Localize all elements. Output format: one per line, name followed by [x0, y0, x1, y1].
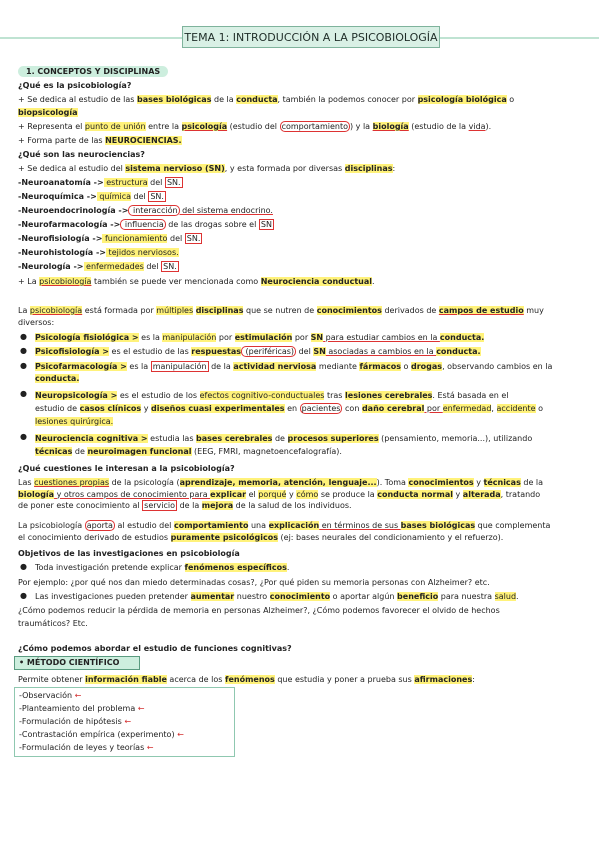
paragraph-cuestiones: Las cuestiones propias de la psicología (aprendizaje, memoria, atención, lenguaje...). Toma conocimientos y técnicas de la biología y otros campos de conocimiento para explicar el porqué y cómo se produce la conducta normal y alterada, tratando de poner este conocimiento al servicio de la mejora de la salud de los individuos.	[18, 478, 544, 510]
bullet-neuropsicologia: Neuropsicología > es el estudio de los efectos cognitivo-conductuales tras lesiones cerebrales. Está basada en el estudio de casos clínicos y diseños cuasi experimentales en pacientes con daño cerebral por enfermedad, accidente o lesiones quirúrgica.	[35, 391, 543, 426]
discipline-item: -Neurofisiología -> funcionamiento del SN.	[18, 234, 201, 243]
example-line: ¿Cómo podemos reducir la pérdida de memoria en personas Alzheimer?, ¿Cómo podemos favorecer el olvido de hechos	[18, 606, 500, 615]
arrow-left-icon: ←	[124, 717, 132, 726]
section-heading-1: 1. CONCEPTOS Y DISCIPLINAS	[18, 66, 168, 77]
discipline-item: -Neuroendocrinología -> interacción del sistema endocrino.	[18, 206, 273, 215]
bullet-dot: ●	[20, 389, 27, 398]
method-step: -Observación ←	[19, 691, 82, 700]
bullet-dot: ●	[20, 562, 27, 571]
discipline-item: -Neurofarmacología -> influencia de las drogas sobre el SN	[18, 220, 272, 229]
method-step: -Contrastación empírica (experimento) ←	[19, 730, 184, 739]
arrow-left-icon: ←	[74, 691, 82, 700]
objective-aumentar: Las investigaciones pueden pretender aumentar nuestro conocimiento o aportar algún beneficio para nuestra salud.	[35, 592, 519, 601]
example-line: Por ejemplo: ¿por qué nos dan miedo determinadas cosas?, ¿Por qué piden su memoria personas con Alzheimer? etc.	[18, 578, 490, 587]
bullet-psicofisiologia: Psicofisiología > es el estudio de las respuestas (periféricas) del SN asociadas a cambios en la conducta.	[35, 347, 481, 356]
discipline-item: -Neuroanatomía -> estructura del SN.	[18, 178, 181, 187]
arrow-left-icon: ←	[137, 704, 145, 713]
question-funciones-cognitivas: ¿Cómo podemos abordar el estudio de funciones cognitivas?	[18, 644, 292, 653]
page-title: TEMA 1: INTRODUCCIÓN A LA PSICOBIOLOGÍA	[182, 26, 440, 48]
title-rule-right	[440, 37, 599, 39]
arrow-left-icon: ←	[146, 743, 154, 752]
question-psicobiologia: ¿Qué es la psicobiología?	[18, 81, 132, 90]
bullet-dot: ●	[20, 332, 27, 341]
method-step: -Planteamiento del problema ←	[19, 704, 145, 713]
heading-objetivos: Objetivos de las investigaciones en psicobiología	[18, 549, 240, 558]
paragraph-line: + Forma parte de las NEUROCIENCIAS.	[18, 136, 182, 145]
method-steps-box	[14, 687, 235, 757]
title-rule-left	[0, 37, 182, 39]
bullet-psicologia-fisiologica: Psicología fisiológica > es la manipulación por estimulación por SN para estudiar cambios en la conducta.	[35, 333, 485, 342]
paragraph-line: + Representa el punto de unión entre la psicología (estudio del comportamiento ) y la biología (estudio de la vida).	[18, 122, 492, 131]
example-line: traumáticos? Etc.	[18, 619, 88, 628]
bullet-psicofarmacologia: Psicofarmacología > es la manipulación de la actividad nerviosa mediante fármacos o drogas, observando cambios en la conducta.	[35, 362, 553, 383]
method-step: -Formulación de leyes y teorías ←	[19, 743, 154, 752]
paragraph-metodo: Permite obtener información fiable acerca de los fenómenos que estudia y poner a prueba sus afirmaciones:	[18, 675, 475, 684]
question-neurociencias: ¿Qué son las neurociencias?	[18, 150, 145, 159]
title-banner	[0, 26, 599, 50]
objective-explicar: Toda investigación pretende explicar fenómenos específicos.	[35, 563, 290, 572]
discipline-item: -Neuroquímica -> química del SN.	[18, 192, 164, 201]
discipline-item: -Neurología -> enfermedades del SN.	[18, 262, 177, 271]
paragraph-disciplines: La psicobiología está formada por múltiples disciplinas que se nutren de conocimientos derivados de campos de estudio muy diversos:	[18, 306, 544, 327]
paragraph-line: + Se dedica al estudio del sistema nervioso (SN), y esta formada por diversas disciplinas:	[18, 164, 396, 173]
metodo-cientifico-heading: • MÉTODO CIENTÍFICO	[14, 656, 140, 670]
paragraph-line: + Se dedica al estudio de las bases biológicas de la conducta, también la podemos conocer por psicología biológica o	[18, 95, 515, 104]
discipline-item: -Neurohistología -> tejidos nerviosos.	[18, 248, 179, 257]
paragraph-aporta: La psicobiología aporta al estudio del comportamiento una explicación en términos de sus bases biológicas que complementa el conocimiento derivado de estudios puramente psicológicos (ej: bases neurales del condicionamiento y el refuerzo).	[18, 521, 551, 542]
bullet-dot: ●	[20, 591, 27, 600]
question-cuestiones: ¿Qué cuestiones le interesan a la psicobiología?	[18, 464, 235, 473]
bullet-dot: ●	[20, 432, 27, 441]
bullet-dot: ●	[20, 361, 27, 370]
paragraph-line: + La psicobiología también se puede ver mencionada como Neurociencia conductual.	[18, 277, 375, 286]
arrow-left-icon: ←	[177, 730, 184, 739]
bullet-neurociencia-cognitiva: Neurociencia cognitiva > estudia las bases cerebrales de procesos superiores (pensamiento, memoria...), utilizando técnicas de neuroimagen funcional (EEG, FMRI, magnetoencefalografía).	[35, 434, 533, 456]
method-step: -Formulación de hipótesis ←	[19, 717, 132, 726]
bullet-dot: ●	[20, 346, 27, 355]
paragraph-line: biopsicología	[18, 108, 78, 117]
